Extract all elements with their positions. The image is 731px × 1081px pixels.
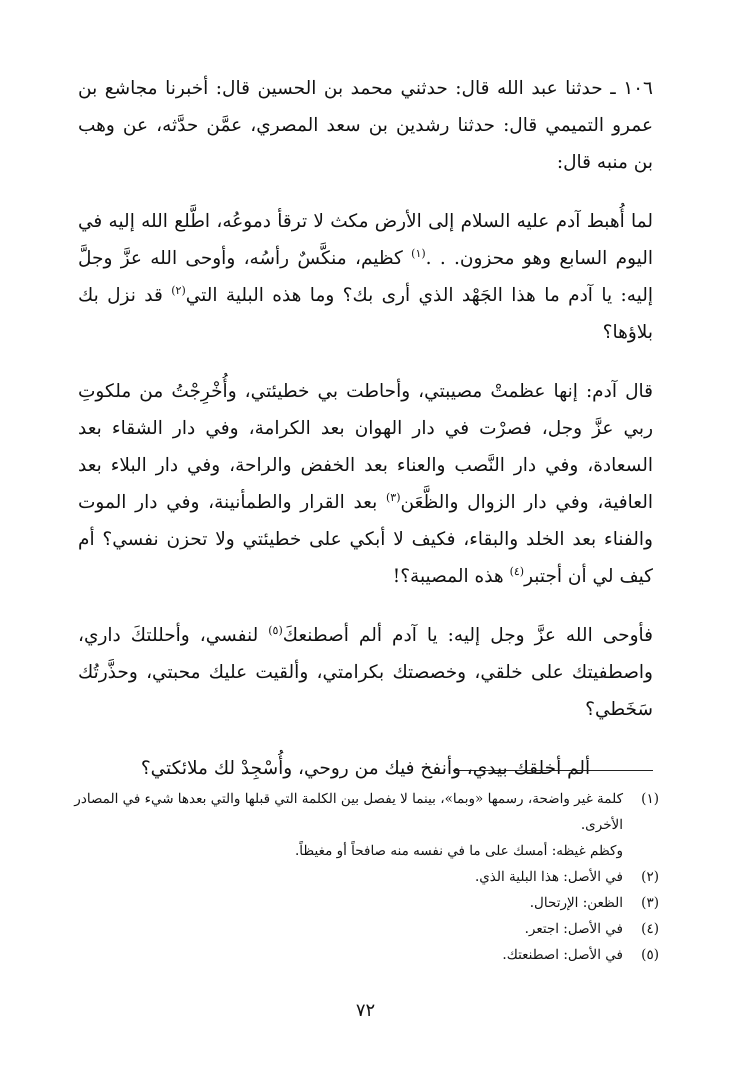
footnote-number: (٥) xyxy=(641,947,659,963)
text-segment: ١٠٦ ـ حدثنا عبد الله قال: حدثني محمد بن الحسين قال: أخبرنا مجاشع بن عمرو التميمي قال: حدثنا رشدين بن سعد المصري، عمَّن حدَّثه، عن وهب بن منبه قال: xyxy=(78,78,653,173)
footnote-1 xyxy=(68,786,659,838)
footnote-3 xyxy=(68,890,659,916)
footnote-text: وكظم غيظه: أمسك على ما في نفسه منه صافحاً أو مغيظاً. xyxy=(295,843,623,859)
footnote-ref-4: (٤) xyxy=(509,564,525,578)
text-segment: لما أُهبط آدم عليه السلام إلى الأرض مكث لا ترقأ دموعُه، اطَّلع الله إليه في اليوم السابع وهو محزون. . . xyxy=(78,211,653,269)
footnote-ref-1: (١) xyxy=(411,246,426,260)
text-segment: بعد القرار والطمأنينة، وفي دار الموت والفناء بعد الخلد والبقاء، فكيف لا أبكي على خطيئتي ولا تحزن نفسي؟ أم كيف لي أن أجتبر xyxy=(78,492,653,587)
narrative-paragraph-1 xyxy=(78,203,653,351)
footnote-text: في الأصل: اجتعر. xyxy=(524,921,623,937)
footnotes-section xyxy=(68,786,659,968)
footnote-1-continuation xyxy=(68,838,659,864)
narrative-paragraph-3 xyxy=(78,617,653,728)
text-segment: ألم أخلقك بيدي، وأنفخ فيك من روحي، وأُسْجِدْ لك ملائكتي؟ xyxy=(140,758,591,779)
footnote-number: (٢) xyxy=(641,869,659,885)
footnote-text: في الأصل: اصطنعتك. xyxy=(502,947,623,963)
text-segment: قد نزل بك بلاؤها؟ xyxy=(78,285,653,343)
page-number: ٧٢ xyxy=(355,1000,376,1021)
footnote-number: (٤) xyxy=(641,921,659,937)
narrative-paragraph-4 xyxy=(78,750,653,787)
footnote-ref-2: (٢) xyxy=(171,283,186,297)
text-segment: كظيم، منكَّسٌ رأسُه، وأوحى الله عزَّ وجلَّ إليه: يا آدم ما هذا الجَهْد الذي أرى بك؟ وما هذه البلية التي xyxy=(78,248,654,306)
footnote-text: الظعن: الإرتحال. xyxy=(529,895,623,911)
text-segment: فأوحى الله عزَّ وجل إليه: يا آدم ألم أصطنعكَ xyxy=(282,625,654,646)
hadith-isnad-paragraph xyxy=(78,70,653,181)
footnote-text: كلمة غير واضحة، رسمها «وبما»، بينما لا يفصل بين الكلمة التي قبلها والتي بعدها شيء في المصادر الأخرى. xyxy=(74,791,623,833)
footnote-ref-5: (٥) xyxy=(268,623,283,637)
text-segment: هذه المصيبة؟! xyxy=(392,566,510,587)
text-segment: قال آدم: إنها عظمتْ مصيبتي، وأحاطت بي خطيئتي، وأُخْرِجْتُ من ملكوتِ ربي عزَّ وجل، فصرْت في دار الهوان بعد الكرامة، وفي دار الشقاء بعد السعادة، وفي دار النَّصب والعناء بعد الخفض والراحة، وفي دار البلاء بعد العافية، وفي دار الزوال والظَّعَن xyxy=(78,381,653,513)
footnote-4 xyxy=(68,916,659,942)
footnote-ref-3: (٣) xyxy=(385,490,401,504)
footnote-text: في الأصل: هذا البلية الذي. xyxy=(474,869,623,885)
footnote-number: (٣) xyxy=(641,895,659,911)
main-text xyxy=(78,70,653,809)
footnote-5 xyxy=(68,942,659,968)
text-segment: لنفسي، وأحللتكَ داري، واصطفيتك على خلقي، وخصصتك بكرامتي، وألقيت عليك محبتي، وحذَّرتُك سَخَطي؟ xyxy=(78,625,653,720)
footnote-divider xyxy=(453,770,653,771)
footnote-number: (١) xyxy=(641,791,659,807)
footnote-2 xyxy=(68,864,659,890)
narrative-paragraph-2 xyxy=(78,373,653,595)
